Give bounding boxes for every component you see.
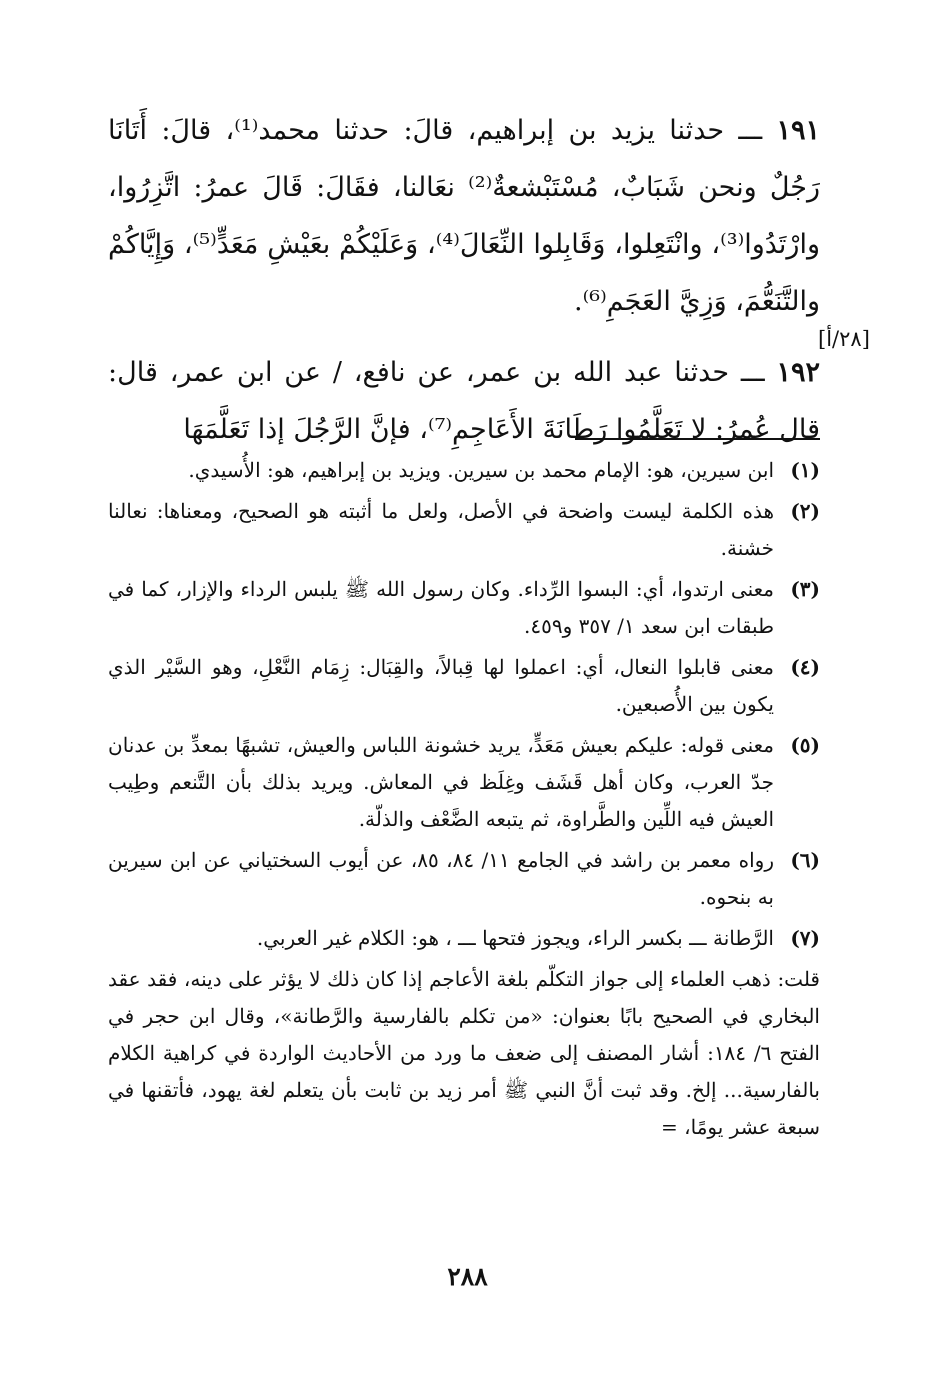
footnote-text: هذه الكلمة ليست واضحة في الأصل، ولعل ما أثبته هو الصحيح، ومعناها: نعالنا خشنة. <box>108 499 774 560</box>
footnote-text: الرَّطانة ـــ بكسر الراء، ويجوز فتحها ـــ ، هو: الكلام غير العربي. <box>256 926 774 950</box>
footnote-7-commentary: قلت: ذهب العلماء إلى جواز التكلّم بلغة الأعاجم إذا كان ذلك لا يؤثر على دينه، فقد عقد البخاري في الصحيح بابًا بعنوان: «من تكلم بالفارسية والرَّطانة»، وقال ابن حجر في الفتح ٦/ ١٨٤: أشار المصنف إلى ضعف ما ورد من الأحاديث الواردة في كراهية الكلام بالفارسية... إلخ. وقد ثبت أنَّ النبي ﷺ أمر زيد بن ثابت بأن يتعلم لغة يهود، فأتقنها في سبعة عشر يومًا، = <box>108 967 820 1139</box>
footnote-text: معنى ارتدوا، أي: البسوا الرِّداء. وكان رسول الله ﷺ يلبس الرداء والإزار، كما في طبقات ابن سعد ١/ ٣٥٧ و٤٥٩. <box>108 577 774 638</box>
hadith-number: ١٩٢ <box>776 357 820 388</box>
footnote-number: (٦) <box>790 848 820 872</box>
footnote-text: معنى قابلوا النعال، أي: اعملوا لها قِبالاً، والقِبَال: زِمَام النَّعْلِ، وهو السَّيْر الذي يكون بين الأُصبعين. <box>108 655 774 716</box>
footnote-2 <box>108 493 820 567</box>
hadith-text: ـــ حدثنا يزيد بن إبراهيم، قالَ: حدثنا محمد⁽¹⁾، قالَ: أَتَانَا رَجُلٌ ونحن شَبَابٌ، مُسْتَبْشعةٌ⁽²⁾ نعَالنا، فقَالَ: قَالَ عمرُ: اتَّزِرُوا، وارْتَدُوا⁽³⁾، وانْتَعِلوا، وَقَابِلوا النِّعَالَ⁽⁴⁾، وَعَلَيْكُمْ بعَيْشِ مَعَدٍّ⁽⁵⁾، وَإِيَّاكُمْ والتَّنَعُّمَ، وَزِيَّ العَجَمِ⁽⁶⁾. <box>108 115 821 317</box>
footnote-1 <box>108 452 820 489</box>
footnote-number: (٣) <box>790 577 820 601</box>
hadith-191 <box>108 102 820 330</box>
hadith-192 <box>108 344 820 458</box>
footnote-number: (٧) <box>790 926 820 950</box>
footnote-number: (٥) <box>790 733 820 757</box>
footnote-number: (٤) <box>790 655 820 679</box>
page-number: ٢٨٨ <box>447 1262 488 1291</box>
footnote-number: (٢) <box>790 499 820 523</box>
footnote-text: رواه معمر بن راشد في الجامع ١١/ ٨٤، ٨٥، عن أيوب السختياني عن ابن سيرين به بنحوه. <box>108 848 775 909</box>
footnote-7 <box>108 920 820 957</box>
footnote-5 <box>108 727 820 838</box>
footnote-separator <box>575 438 820 440</box>
footnote-text: ابن سيرين، هو: الإمام محمد بن سيرين. ويزيد بن إبراهيم، هو: الأُسيدي. <box>188 458 774 482</box>
footnote-3 <box>108 571 820 645</box>
main-text <box>108 102 820 458</box>
footnote-text: معنى قوله: عليكم بعيش مَعَدٍّ، يريد خشونة اللباس والعيش، تشبهًا بمعدِّ بن عدنان جدّ العرب، وكان أهل قَشَف وغِلَظ في المعاش. ويريد بذلك بأن التَّنعم وطِيب العيش فيه اللِّين والطَّراوة، ثم يتبعه الضَّعْف والذلّة. <box>108 733 774 831</box>
footnote-6 <box>108 842 820 916</box>
hadith-number: ١٩١ <box>776 115 820 146</box>
footnote-4 <box>108 649 820 723</box>
footnote-number: (١) <box>790 458 820 482</box>
footnotes <box>108 452 820 1146</box>
manuscript-folio-reference: [٢٨/أ] <box>818 327 870 351</box>
hadith-text: ـــ حدثنا عبد الله بن عمر، عن نافع، / عن ابن عمر، قال: قال عُمرُ: لا تَعَلَّمُوا رَطَانَةَ الأَعَاجِمِ⁽⁷⁾، فإنَّ الرَّجُلَ إذا تَعَلَّمَهَا <box>108 357 820 445</box>
